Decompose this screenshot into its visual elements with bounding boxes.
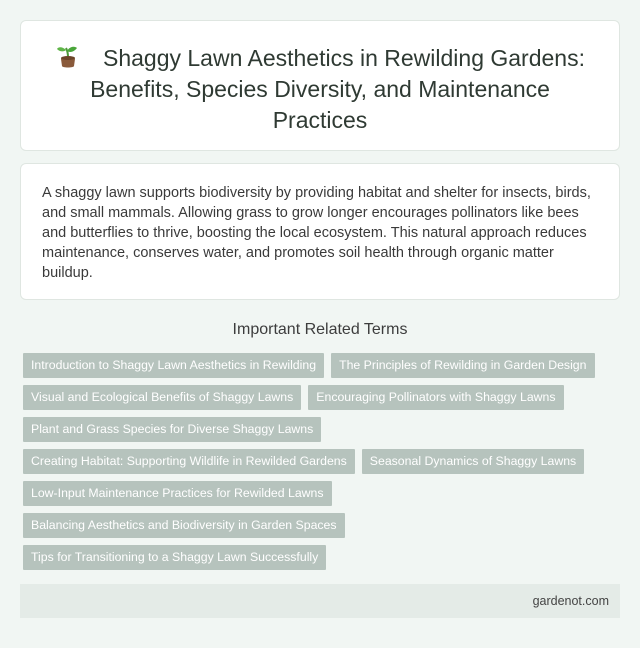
related-term-tag[interactable]: The Principles of Rewilding in Garden Design	[331, 353, 594, 378]
related-term-tag[interactable]: Balancing Aesthetics and Biodiversity in Garden Spaces	[23, 513, 345, 538]
sprout-icon	[55, 43, 81, 69]
related-term-tag[interactable]: Tips for Transitioning to a Shaggy Lawn Successfully	[23, 545, 326, 570]
related-terms-heading: Important Related Terms	[232, 321, 408, 338]
footer-site-link[interactable]: gardenot.com	[532, 594, 609, 608]
related-term-tag[interactable]: Plant and Grass Species for Diverse Shaggy Lawns	[23, 417, 321, 442]
footer	[20, 584, 620, 618]
description-text: A shaggy lawn supports biodiversity by providing habitat and shelter for insects, birds, and small mammals. Allowing grass to grow longer encourages pollinators like bees and butterflies to thrive, boosting the local ecosystem. This natural approach reduces maintenance, conserves water, and promotes soil health through organic matter buildup.	[42, 185, 591, 281]
related-term-tag[interactable]: Low-Input Maintenance Practices for Rewilded Lawns	[23, 481, 332, 506]
title-card	[20, 20, 620, 151]
related-term-tag[interactable]: Encouraging Pollinators with Shaggy Lawns	[308, 385, 563, 410]
related-term-tag[interactable]: Seasonal Dynamics of Shaggy Lawns	[362, 449, 584, 474]
title-text: Shaggy Lawn Aesthetics in Rewilding Gardens: Benefits, Species Diversity, and Maintenance Practices	[90, 45, 585, 133]
related-term-tag[interactable]: Visual and Ecological Benefits of Shaggy Lawns	[23, 385, 301, 410]
related-term-tag[interactable]: Introduction to Shaggy Lawn Aesthetics in Rewilding	[23, 353, 324, 378]
related-term-tag[interactable]: Creating Habitat: Supporting Wildlife in Rewilded Gardens	[23, 449, 355, 474]
page-title	[41, 43, 599, 136]
related-terms-list	[23, 353, 603, 577]
description-card	[20, 163, 620, 300]
